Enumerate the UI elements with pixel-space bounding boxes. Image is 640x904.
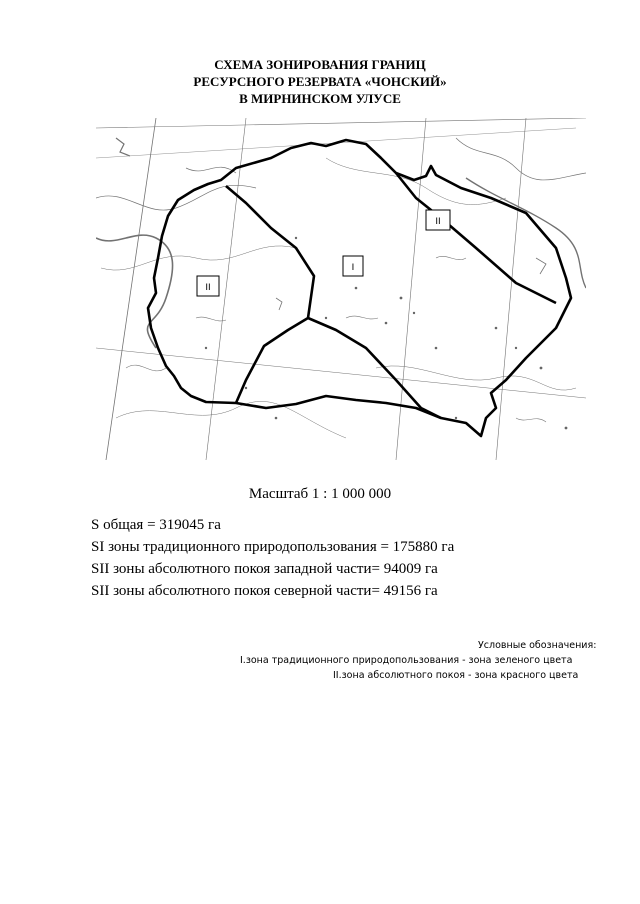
zone-2-west-area: SII зоны абсолютного покоя западной части= 94009 га <box>91 561 438 577</box>
title-line-2: РЕСУРСНОГО РЕЗЕРВАТА «ЧОНСКИЙ» <box>193 74 447 89</box>
zone-divider-west <box>226 186 314 403</box>
map-title <box>0 56 640 107</box>
zone-label-1: I <box>351 263 355 273</box>
area-statistics <box>91 514 454 602</box>
zoning-map <box>96 118 586 460</box>
map-scale: Масштаб 1 : 1 000 000 <box>248 486 392 502</box>
zone-label-2-north: II <box>435 217 441 227</box>
zone-label-2-west: II <box>205 283 211 293</box>
title-line-1: СХЕМА ЗОНИРОВАНИЯ ГРАНИЦ <box>214 57 426 72</box>
zone-2-north-area: SII зоны абсолютного покоя северной части= 49156 га <box>91 583 438 599</box>
legend-item-1: I.зона традиционного природопользования - зона зеленого цвета <box>240 655 573 666</box>
zone-1-area: SI зоны традиционного природопользования = 175880 га <box>91 539 455 555</box>
legend-item-2: II.зона абсолютного покоя - зона красного цвета <box>333 670 579 681</box>
zone-label-box-1 <box>343 256 363 276</box>
zone-label-box-2-north <box>426 210 450 230</box>
total-area: S общая = 319045 га <box>91 517 221 533</box>
map-background <box>96 118 586 460</box>
legend-heading: Условные обозначения: <box>478 640 597 651</box>
zone-label-box-2-west <box>197 276 219 296</box>
title-line-3: В МИРНИНСКОМ УЛУСЕ <box>239 91 401 106</box>
